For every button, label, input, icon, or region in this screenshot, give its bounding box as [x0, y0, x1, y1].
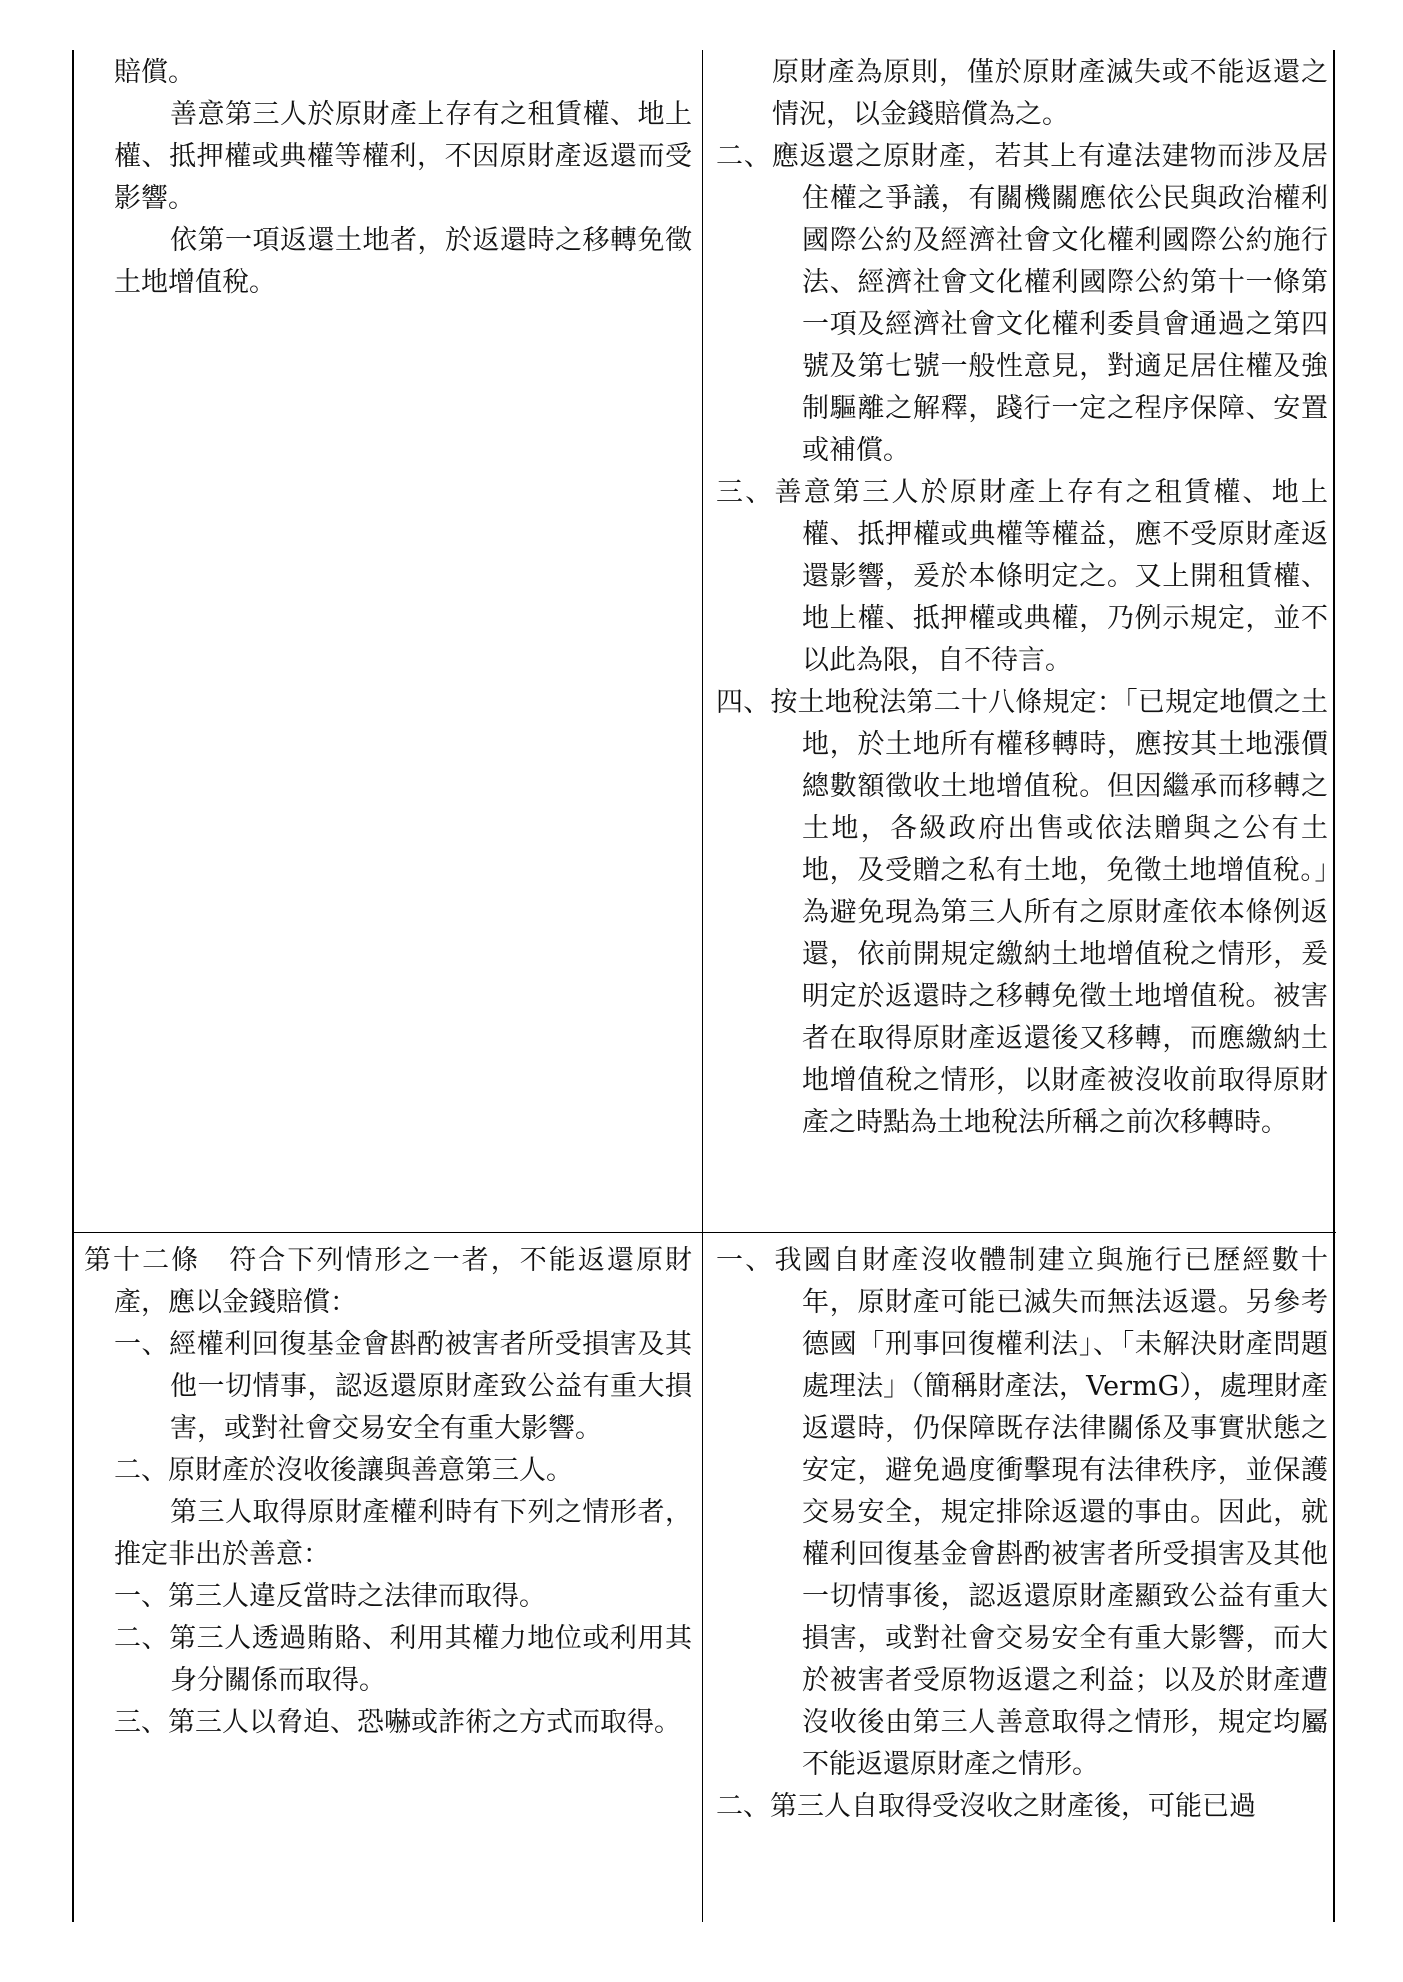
article-item: 二、原財產於沒收後讓與善意第三人。 [114, 1455, 573, 1486]
article-paragraph: 第三人取得原財產權利時有下列之情形者，推定非出於善意： [114, 1497, 692, 1570]
table-left-border [72, 50, 74, 1922]
explanation-item: 三、善意第三人於原財產上存有之租賃權、地上權、抵押權或典權等權益，應不受原財產返還影響，爰於本條明定之。又上開租賃權、地上權、抵押權或典權，乃例示規定，並不以此為限，自不待言。 [716, 477, 1328, 676]
article-text-continuation: 賠償。 [114, 57, 195, 88]
explanation-continuation: 原財產為原則，僅於原財產滅失或不能返還之情況，以金錢賠償為之。 [772, 57, 1328, 130]
article-paragraph: 善意第三人於原財產上存有之租賃權、地上權、抵押權或典權等權利，不因原財產返還而受影響。 [114, 99, 692, 214]
row1-explanation-cell [716, 52, 1328, 1144]
article-item: 一、第三人違反當時之法律而取得。 [114, 1581, 546, 1612]
row1-article-cell [84, 52, 692, 304]
comparison-table [72, 50, 1336, 1922]
table-row-divider [72, 1232, 1336, 1233]
article-item: 三、第三人以脅迫、恐嚇或詐術之方式而取得。 [114, 1707, 681, 1738]
row2-article-cell [84, 1240, 692, 1744]
row2-explanation-cell [716, 1240, 1328, 1828]
explanation-item: 一、我國自財產沒收體制建立與施行已歷經數十年，原財產可能已滅失而無法返還。另參考德國「刑事回復權利法」、「未解決財產問題處理法」（簡稱財產法，VermG），處理財產返還時，仍保障既存法律關係及事實狀態之安定，避免過度衝擊現有法律秩序，並保護交易安全，規定排除返還的事由。因此，就權利回復基金會斟酌被害者所受損害及其他一切情事後，認返還原財產顯致公益有重大損害，或對社會交易安全有重大影響，而大於被害者受原物返還之利益；以及於財產遭沒收後由第三人善意取得之情形，規定均屬不能返還原財產之情形。 [716, 1245, 1328, 1780]
explanation-item: 二、應返還之原財產，若其上有違法建物而涉及居住權之爭議，有關機關應依公民與政治權利國際公約及經濟社會文化權利國際公約施行法、經濟社會文化權利國際公約第十一條第一項及經濟社會文化權利委員會通過之第四號及第七號一般性意見，對適足居住權及強制驅離之解釋，踐行一定之程序保障、安置或補償。 [716, 141, 1328, 466]
article-heading: 第十二條 符合下列情形之一者，不能返還原財產，應以金錢賠償： [84, 1245, 692, 1318]
article-paragraph: 依第一項返還土地者，於返還時之移轉免徵土地增值稅。 [114, 225, 692, 298]
explanation-item: 二、第三人自取得受沒收之財產後，可能已過 [716, 1791, 1256, 1822]
table-right-border [1333, 50, 1335, 1922]
article-item: 一、經權利回復基金會斟酌被害者所受損害及其他一切情事，認返還原財產致公益有重大損害，或對社會交易安全有重大影響。 [114, 1329, 692, 1444]
explanation-item: 四、按土地稅法第二十八條規定：「已規定地價之土地，於土地所有權移轉時，應按其土地漲價總數額徵收土地增值稅。但因繼承而移轉之土地，各級政府出售或依法贈與之公有土地，及受贈之私有土地，免徵土地增值稅。」為避免現為第三人所有之原財產依本條例返還，依前開規定繳納土地增值稅之情形，爰明定於返還時之移轉免徵土地增值稅。被害者在取得原財產返還後又移轉，而應繳納土地增值稅之情形，以財產被沒收前取得原財產之時點為土地稅法所稱之前次移轉時。 [716, 687, 1328, 1138]
article-item: 二、第三人透過賄賂、利用其權力地位或利用其身分關係而取得。 [114, 1623, 692, 1696]
table-column-divider [702, 50, 703, 1922]
